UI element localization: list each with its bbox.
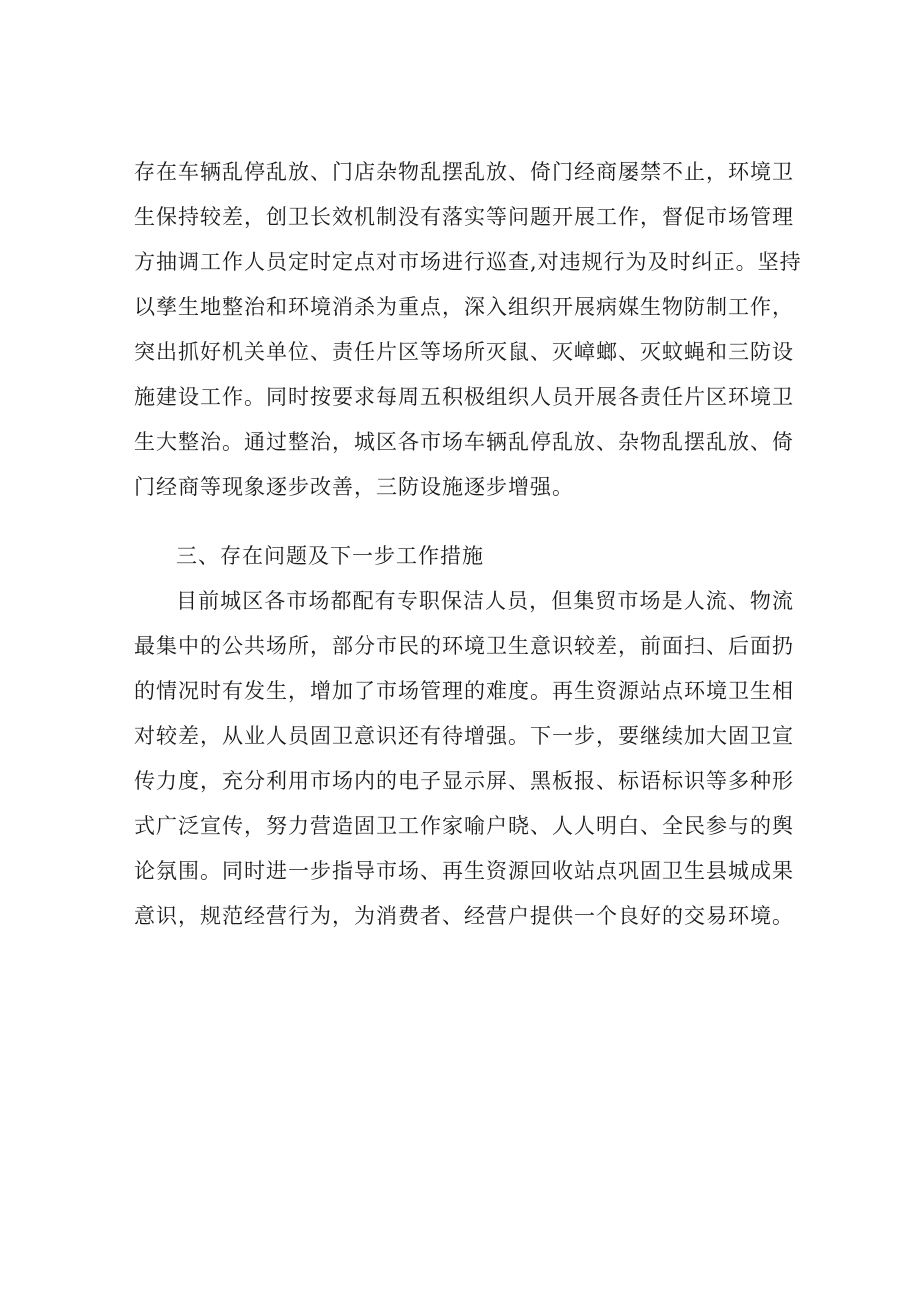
paragraph-1 <box>134 150 802 510</box>
section-heading-block <box>134 534 794 579</box>
paragraph-line: 意识，规范经营行为，为消费者、经营户提供一个良好的交易环境。 <box>134 904 794 928</box>
section-heading: 三、存在问题及下一步工作措施 <box>176 544 484 568</box>
paragraph-line: 对较差，从业人员固卫意识还有待增强。下一步，要继续加大固卫宣 <box>134 724 794 748</box>
paragraph-2 <box>134 579 794 939</box>
paragraph-line: 论氛围。同时进一步指导市场、再生资源回收站点巩固卫生县城成果 <box>134 859 794 883</box>
paragraph-line: 最集中的公共场所，部分市民的环境卫生意识较差，前面扫、后面扔 <box>134 634 794 658</box>
paragraph-line: 生保持较差，创卫长效机制没有落实等问题开展工作，督促市场管理 <box>134 205 794 229</box>
paragraph-line: 式广泛宣传，努力营造固卫工作家喻户晓、人人明白、全民参与的舆 <box>134 814 794 838</box>
paragraph-line: 目前城区各市场都配有专职保洁人员，但集贸市场是人流、物流 <box>176 589 794 613</box>
paragraph-line: 存在车辆乱停乱放、门店杂物乱摆乱放、倚门经商屡禁不止，环境卫 <box>134 160 794 184</box>
paragraph-line: 突出抓好机关单位、责任片区等场所灭鼠、灭嶂螂、灭蚊蝇和三防设 <box>134 340 794 364</box>
paragraph-line: 门经商等现象逐步改善，三防设施逐步增强。 <box>134 475 574 499</box>
paragraph-line: 的情况时有发生，增加了市场管理的难度。再生资源站点环境卫生相 <box>134 679 794 703</box>
paragraph-line: 生大整治。通过整治，城区各市场车辆乱停乱放、杂物乱摆乱放、倚 <box>134 430 794 454</box>
paragraph-line: 方抽调工作人员定时定点对市场进行巡查,对违规行为及时纠正。坚持 <box>134 250 802 274</box>
paragraph-line: 施建设工作。同时按要求每周五积极组织人员开展各责任片区环境卫 <box>134 385 794 409</box>
paragraph-line: 以孳生地整治和环境消杀为重点，深入组织开展病媒生物防制工作， <box>134 295 794 319</box>
paragraph-line: 传力度，充分利用市场内的电子显示屏、黑板报、标语标识等多种形 <box>134 769 794 793</box>
